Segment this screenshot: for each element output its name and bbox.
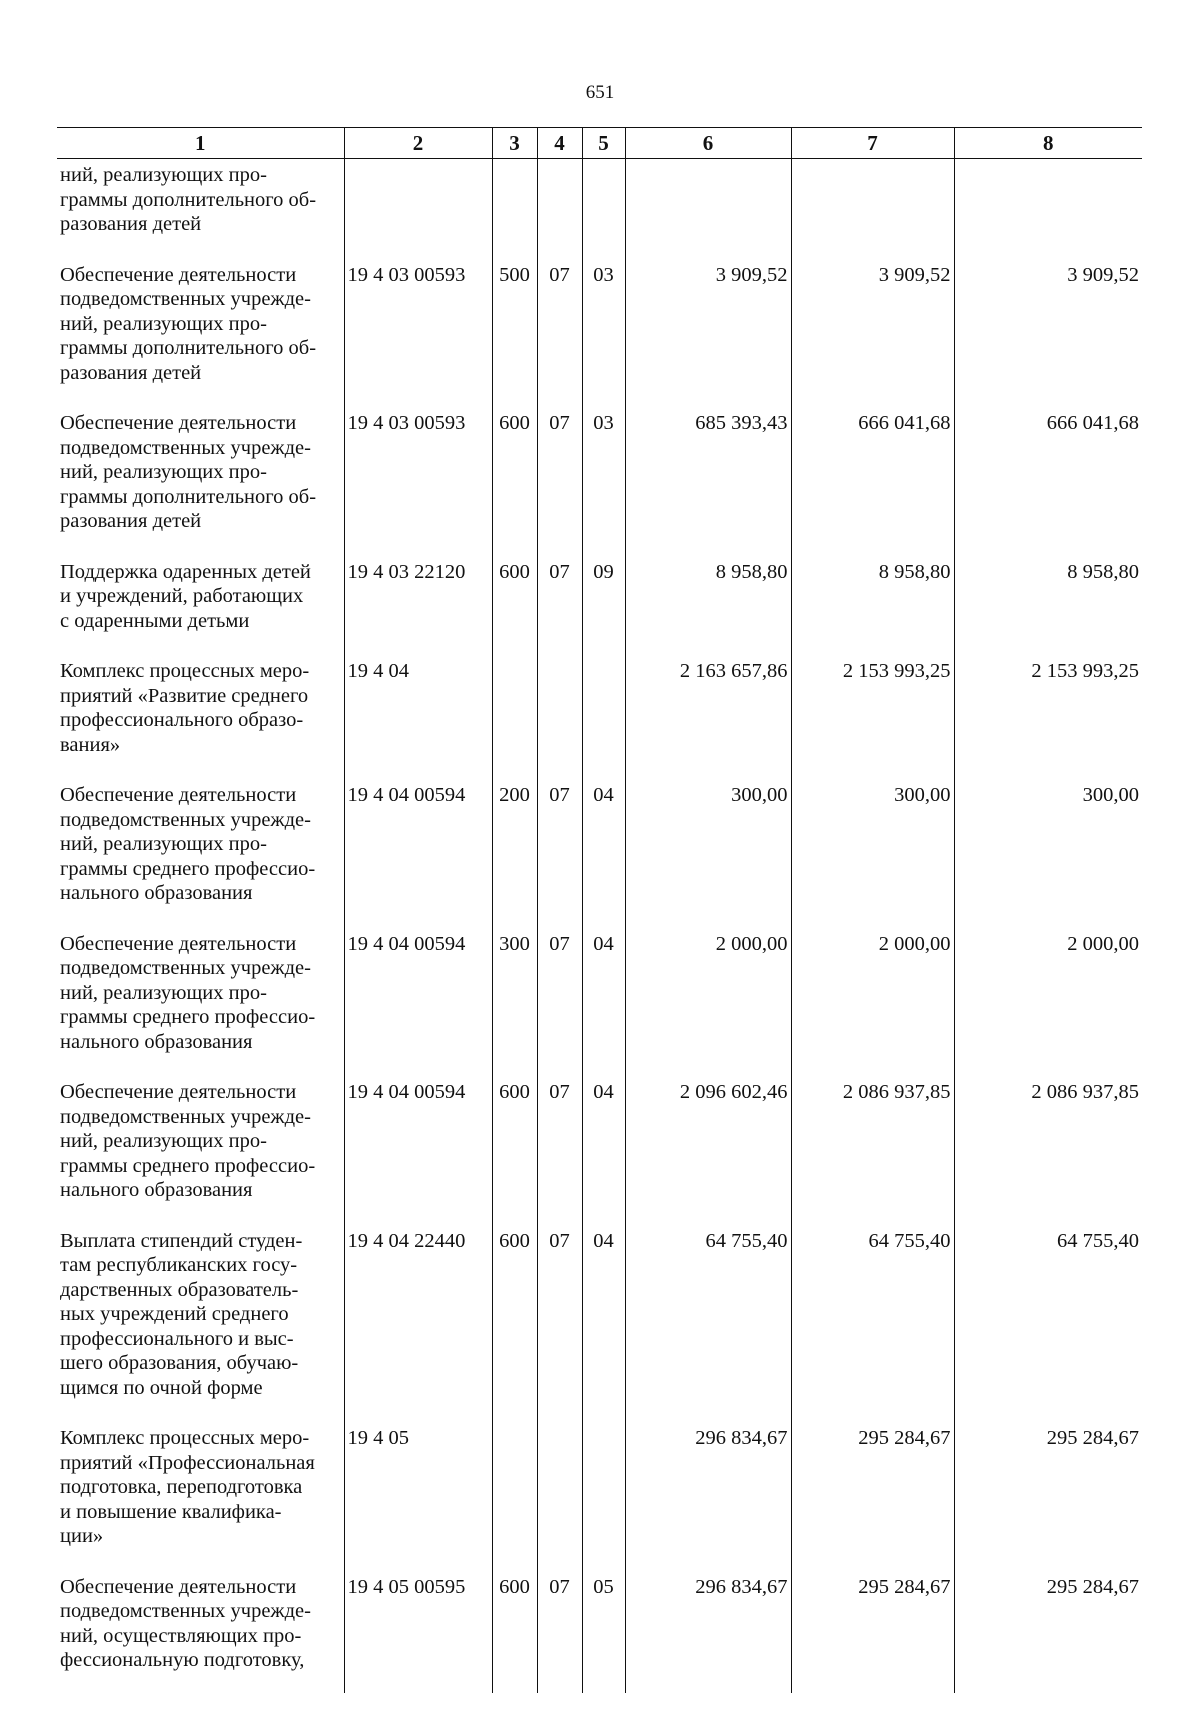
row-name-cell: ний, реализующих про- граммы дополнительного об- разования детей	[57, 159, 344, 257]
row-col7-cell: 300,00	[791, 777, 954, 926]
row-code-cell: 19 4 04 00594	[344, 1074, 492, 1223]
row-name-cell: Поддержка одаренных детей и учреждений, работающих с одаренными детьми	[57, 554, 344, 654]
row-name-cell: Обеспечение деятельности подведомственных учрежде- ний, реализующих про- граммы среднего профессио- нального образования	[57, 777, 344, 926]
row-col3-cell	[492, 1420, 537, 1569]
row-name-cell: Обеспечение деятельности подведомственных учрежде- ний, реализующих про- граммы дополнительного об- разования детей	[57, 257, 344, 406]
row-col4-cell: 07	[537, 405, 582, 554]
row-col3-cell	[492, 653, 537, 777]
budget-table-wrapper	[57, 127, 1142, 1671]
row-col8-cell: 2 000,00	[954, 926, 1142, 1075]
budget-table	[57, 127, 1142, 1693]
column-header-7: 7	[791, 128, 954, 159]
row-code-cell: 19 4 04	[344, 653, 492, 777]
column-header-8: 8	[954, 128, 1142, 159]
table-row	[57, 405, 1142, 554]
row-code-cell: 19 4 04 00594	[344, 926, 492, 1075]
row-col8-cell: 300,00	[954, 777, 1142, 926]
row-col5-cell	[582, 159, 625, 257]
column-header-6: 6	[625, 128, 791, 159]
row-col6-cell: 2 000,00	[625, 926, 791, 1075]
column-header-3: 3	[492, 128, 537, 159]
row-col6-cell: 685 393,43	[625, 405, 791, 554]
row-col8-cell: 64 755,40	[954, 1223, 1142, 1421]
row-col3-cell: 300	[492, 926, 537, 1075]
row-code-cell: 19 4 05 00595	[344, 1569, 492, 1693]
row-code-cell: 19 4 04 22440	[344, 1223, 492, 1421]
table-row	[57, 777, 1142, 926]
row-name-cell: Обеспечение деятельности подведомственных учрежде- ний, реализующих про- граммы дополнительного об- разования детей	[57, 405, 344, 554]
row-col8-cell: 666 041,68	[954, 405, 1142, 554]
row-col6-cell: 2 096 602,46	[625, 1074, 791, 1223]
row-col8-cell: 295 284,67	[954, 1569, 1142, 1693]
row-col5-cell: 09	[582, 554, 625, 654]
row-col5-cell: 05	[582, 1569, 625, 1693]
row-col3-cell: 200	[492, 777, 537, 926]
row-col7-cell: 8 958,80	[791, 554, 954, 654]
table-row	[57, 554, 1142, 654]
page-number: 651	[585, 82, 615, 103]
row-code-cell: 19 4 03 00593	[344, 405, 492, 554]
table-row	[57, 1420, 1142, 1569]
row-col4-cell	[537, 1420, 582, 1569]
row-col5-cell	[582, 1420, 625, 1569]
row-col7-cell: 3 909,52	[791, 257, 954, 406]
column-header-5: 5	[582, 128, 625, 159]
table-row	[57, 1569, 1142, 1693]
row-code-cell: 19 4 04 00594	[344, 777, 492, 926]
header-row	[57, 128, 1142, 159]
row-col5-cell: 03	[582, 257, 625, 406]
row-name-cell: Комплекс процессных меро- приятий «Развитие среднего профессионального образо- вания»	[57, 653, 344, 777]
row-col5-cell: 04	[582, 1223, 625, 1421]
row-col4-cell: 07	[537, 1074, 582, 1223]
table-row	[57, 926, 1142, 1075]
row-col3-cell: 600	[492, 1074, 537, 1223]
row-col5-cell: 03	[582, 405, 625, 554]
table-body	[57, 159, 1142, 1693]
row-col6-cell: 296 834,67	[625, 1569, 791, 1693]
row-col4-cell: 07	[537, 554, 582, 654]
row-col7-cell: 2 000,00	[791, 926, 954, 1075]
row-col6-cell: 2 163 657,86	[625, 653, 791, 777]
row-col7-cell: 2 086 937,85	[791, 1074, 954, 1223]
row-col6-cell: 3 909,52	[625, 257, 791, 406]
row-col4-cell	[537, 159, 582, 257]
table-row	[57, 1074, 1142, 1223]
table-row	[57, 257, 1142, 406]
row-name-cell: Комплекс процессных меро- приятий «Профессиональная подготовка, переподготовка и повышение квалифика- ции»	[57, 1420, 344, 1569]
row-col3-cell: 500	[492, 257, 537, 406]
row-col3-cell: 600	[492, 554, 537, 654]
column-header-1: 1	[57, 128, 344, 159]
row-col4-cell: 07	[537, 257, 582, 406]
row-col5-cell: 04	[582, 926, 625, 1075]
row-col7-cell: 64 755,40	[791, 1223, 954, 1421]
row-col3-cell	[492, 159, 537, 257]
row-col4-cell: 07	[537, 926, 582, 1075]
row-code-cell: 19 4 05	[344, 1420, 492, 1569]
column-header-4: 4	[537, 128, 582, 159]
row-code-cell	[344, 159, 492, 257]
row-col7-cell: 295 284,67	[791, 1420, 954, 1569]
row-col7-cell	[791, 159, 954, 257]
row-col8-cell: 8 958,80	[954, 554, 1142, 654]
row-col5-cell: 04	[582, 777, 625, 926]
row-col4-cell: 07	[537, 777, 582, 926]
row-col7-cell: 2 153 993,25	[791, 653, 954, 777]
row-col4-cell: 07	[537, 1569, 582, 1693]
row-col4-cell: 07	[537, 1223, 582, 1421]
row-col6-cell: 300,00	[625, 777, 791, 926]
row-col7-cell: 295 284,67	[791, 1569, 954, 1693]
row-code-cell: 19 4 03 22120	[344, 554, 492, 654]
row-col8-cell: 2 153 993,25	[954, 653, 1142, 777]
row-col5-cell: 04	[582, 1074, 625, 1223]
row-col5-cell	[582, 653, 625, 777]
table-row	[57, 1223, 1142, 1421]
row-name-cell: Обеспечение деятельности подведомственных учрежде- ний, осуществляющих про- фессиональную подготовку,	[57, 1569, 344, 1693]
row-col7-cell: 666 041,68	[791, 405, 954, 554]
row-col3-cell: 600	[492, 1223, 537, 1421]
row-code-cell: 19 4 03 00593	[344, 257, 492, 406]
table-row	[57, 653, 1142, 777]
row-col8-cell: 295 284,67	[954, 1420, 1142, 1569]
row-col8-cell	[954, 159, 1142, 257]
column-header-2: 2	[344, 128, 492, 159]
row-col6-cell	[625, 159, 791, 257]
row-col8-cell: 2 086 937,85	[954, 1074, 1142, 1223]
row-col6-cell: 8 958,80	[625, 554, 791, 654]
row-col6-cell: 64 755,40	[625, 1223, 791, 1421]
row-name-cell: Выплата стипендий студен- там республиканских госу- дарственных образователь- ных учреждений среднего профессионального и выс- шего образования, обучаю- щимся по очной форме	[57, 1223, 344, 1421]
row-col3-cell: 600	[492, 405, 537, 554]
row-name-cell: Обеспечение деятельности подведомственных учрежде- ний, реализующих про- граммы среднего профессио- нального образования	[57, 926, 344, 1075]
row-col6-cell: 296 834,67	[625, 1420, 791, 1569]
table-row	[57, 159, 1142, 257]
row-col3-cell: 600	[492, 1569, 537, 1693]
row-col4-cell	[537, 653, 582, 777]
row-name-cell: Обеспечение деятельности подведомственных учрежде- ний, реализующих про- граммы среднего профессио- нального образования	[57, 1074, 344, 1223]
row-col8-cell: 3 909,52	[954, 257, 1142, 406]
